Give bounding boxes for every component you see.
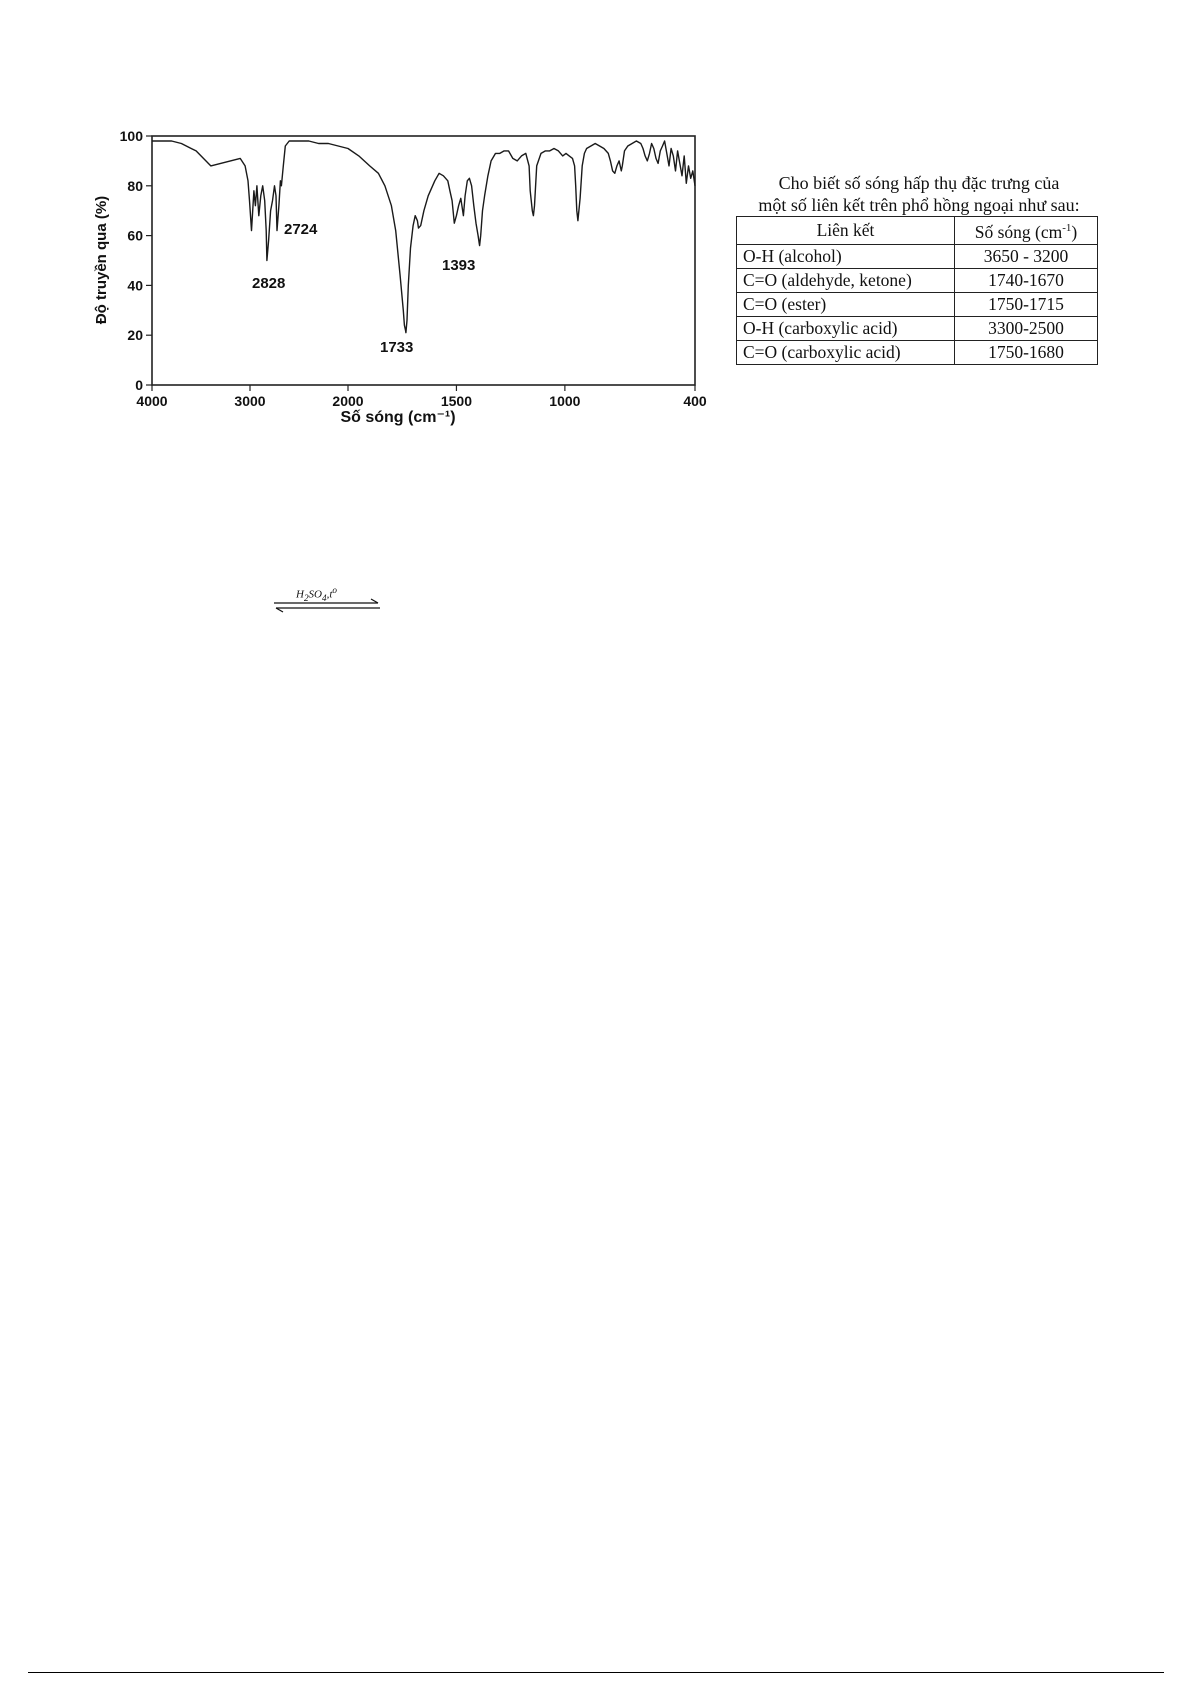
spectrum-line bbox=[152, 141, 695, 333]
y-tick-label: 100 bbox=[119, 128, 143, 144]
table-row bbox=[737, 244, 1098, 268]
cat-sup: o bbox=[332, 585, 337, 595]
header-value bbox=[955, 217, 1098, 245]
x-tick-label: 1000 bbox=[549, 393, 581, 409]
x-tick-label: 1500 bbox=[440, 393, 473, 409]
ir-spectrum-chart bbox=[88, 122, 713, 462]
row-bond: O-H (carboxylic acid) bbox=[737, 316, 955, 340]
x-tick-label: 3000 bbox=[234, 393, 266, 409]
row-value: 3300-2500 bbox=[955, 316, 1098, 340]
peak-label-1393: 1393 bbox=[442, 257, 476, 274]
cat-sep: ,t bbox=[326, 588, 333, 601]
header-value-suffix: ) bbox=[1071, 221, 1078, 242]
peak-label-2828: 2828 bbox=[252, 275, 286, 292]
y-tick-label: 40 bbox=[127, 277, 143, 294]
peak-label-1733: 1733 bbox=[380, 339, 414, 356]
absorption-table bbox=[736, 216, 1098, 365]
plot-frame bbox=[152, 136, 695, 385]
y-tick-label: 80 bbox=[127, 177, 143, 194]
y-axis-ticks bbox=[120, 128, 152, 393]
x-axis-ticks bbox=[136, 385, 706, 409]
header-value-prefix: Số sóng (cm bbox=[974, 221, 1063, 242]
header-bond: Liên kết bbox=[737, 217, 955, 245]
row-bond: C=O (ester) bbox=[737, 292, 955, 316]
x-tick-label: 2000 bbox=[332, 393, 364, 409]
table-header-row bbox=[737, 217, 1098, 245]
table-row bbox=[737, 292, 1098, 316]
y-tick-label: 20 bbox=[127, 327, 143, 344]
row-value: 1750-1680 bbox=[955, 340, 1098, 364]
reference-caption bbox=[734, 172, 1104, 216]
peak-labels bbox=[252, 221, 475, 356]
cat-h: H bbox=[296, 588, 304, 601]
row-value: 1740-1670 bbox=[955, 268, 1098, 292]
x-axis-label: Số sóng (cm⁻¹) bbox=[340, 409, 456, 426]
row-bond: O-H (alcohol) bbox=[737, 244, 955, 268]
row-value: 3650 - 3200 bbox=[955, 244, 1098, 268]
equilibrium-arrow bbox=[272, 585, 384, 615]
y-tick-label: 0 bbox=[135, 377, 143, 393]
page-bottom-rule bbox=[28, 1672, 1164, 1673]
cat-so: SO bbox=[308, 588, 322, 601]
y-axis-label: Độ truyền qua (%) bbox=[93, 195, 110, 325]
x-tick-label: 4000 bbox=[136, 393, 168, 409]
row-value: 1750-1715 bbox=[955, 292, 1098, 316]
double-arrow-icon bbox=[272, 585, 384, 615]
table-row bbox=[737, 316, 1098, 340]
table-row bbox=[737, 340, 1098, 364]
cat-sub1: 2 bbox=[303, 592, 309, 603]
header-value-exp: -1 bbox=[1062, 222, 1072, 234]
cat-sub2: 4 bbox=[321, 592, 327, 603]
reference-block bbox=[734, 172, 1104, 365]
x-tick-label: 400 bbox=[683, 393, 707, 409]
caption-line-1: Cho biết số sóng hấp thụ đặc trưng của bbox=[778, 173, 1060, 193]
row-bond: C=O (carboxylic acid) bbox=[737, 340, 955, 364]
y-tick-label: 60 bbox=[127, 227, 143, 244]
table-row bbox=[737, 268, 1098, 292]
row-bond: C=O (aldehyde, ketone) bbox=[737, 268, 955, 292]
peak-label-2724: 2724 bbox=[284, 221, 318, 238]
caption-line-2: một số liên kết trên phổ hồng ngoại như sau: bbox=[758, 195, 1080, 215]
